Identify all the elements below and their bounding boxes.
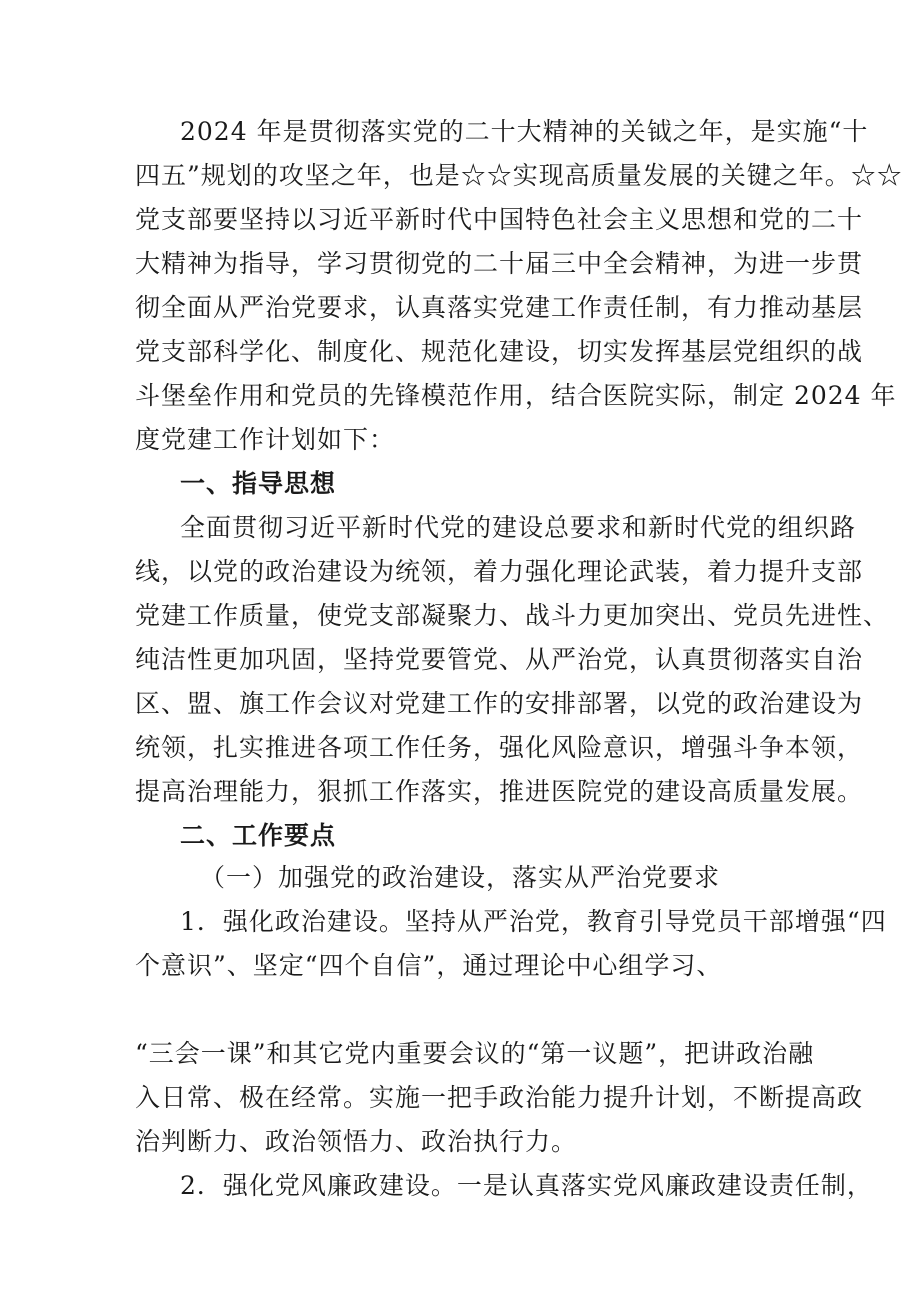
section1-line-3: 党建工作质量，使党支部凝聚力、战斗力更加突出、党员先进性、: [135, 601, 890, 630]
intro-line-7: 斗堡垒作用和党员的先锋模范作用，结合医院实际，制定 2024 年: [135, 381, 897, 410]
section-title-guiding-ideology: 一、指导思想: [180, 469, 337, 498]
subsection-title-1: （一）加强党的政治建设，落实从严治党要求: [200, 863, 721, 892]
section1-line-4: 纯洁性更加巩固，坚持党要管党、从严治党，认真贯彻落实自治: [135, 645, 864, 674]
item1-line-3: “三会一课”和其它党内重要会议的“第一议题”，把讲政治融: [135, 1039, 815, 1068]
section1-line-7: 提高治理能力，狠抓工作落实，推进医院党的建设高质量发展。: [135, 777, 864, 806]
intro-line-4: 大精神为指导，学习贯彻党的二十届三中全会精神，为进一步贯: [135, 249, 864, 278]
item1-line-1: 1．强化政治建设。坚持从严治党，教育引导党员干部增强“四: [180, 907, 887, 936]
section1-line-1: 全面贯彻习近平新时代党的建设总要求和新时代党的组织路: [180, 513, 857, 542]
item1-line-4: 入日常、极在经常。实施一把手政治能力提升计划，不断提高政: [135, 1083, 864, 1112]
intro-line-8: 度党建工作计划如下：: [135, 425, 396, 454]
section1-line-5: 区、盟、旗工作会议对党建工作的安排部署，以党的政治建设为: [135, 689, 864, 718]
section1-line-2: 线，以党的政治建设为统领，着力强化理论武装，着力提升支部: [135, 557, 864, 586]
intro-line-3: 党支部要坚持以习近平新时代中国特色社会主义思想和党的二十: [135, 205, 864, 234]
intro-line-1: 2024 年是贯彻落实党的二十大精神的关钺之年，是实施“十: [180, 117, 869, 146]
item1-line-2: 个意识”、坚定“四个自信”，通过理论中心组学习、: [135, 951, 723, 980]
intro-line-2: 四五”规划的攻坚之年，也是☆☆实现高质量发展的关键之年。☆☆: [135, 161, 903, 190]
intro-line-5: 彻全面从严治党要求，认真落实党建工作责任制，有力推动基层: [135, 293, 864, 322]
item1-line-5: 治判断力、政治领悟力、政治执行力。: [135, 1127, 578, 1156]
intro-line-6: 党支部科学化、制度化、规范化建设，切实发挥基层党组织的战: [135, 337, 864, 366]
section1-line-6: 统领，扎实推进各项工作任务，强化风险意识，增强斗争本领，: [135, 733, 864, 762]
section-title-work-points: 二、工作要点: [180, 821, 337, 850]
item2-line-1: 2．强化党风廉政建设。一是认真落实党风廉政建设责任制，: [180, 1171, 873, 1200]
